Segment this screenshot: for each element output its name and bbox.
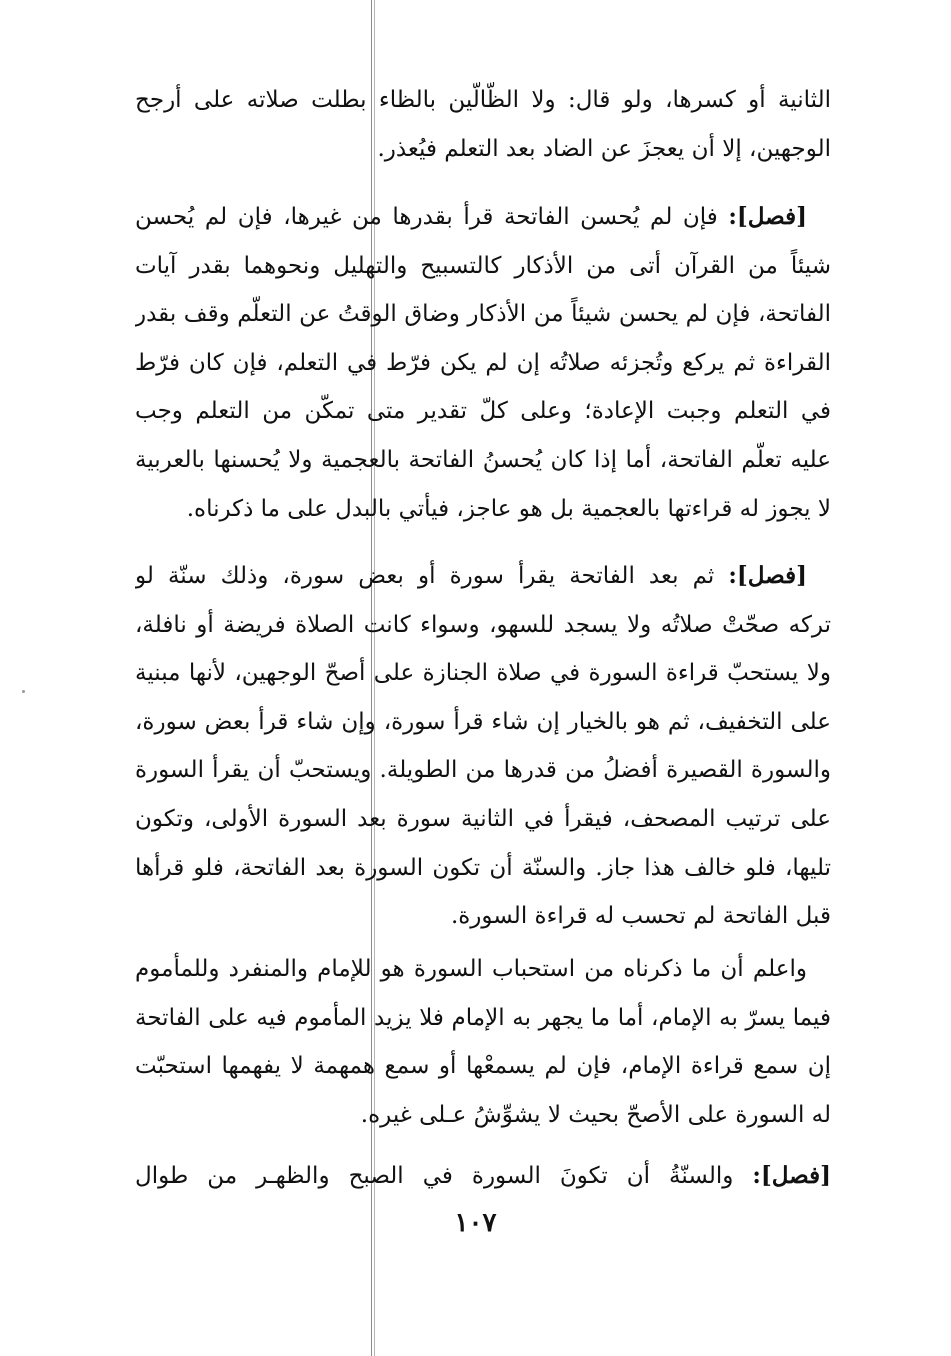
text-line: واعلم أن ما ذكرناه من استحباب السورة هو للإمام والمنفرد وللمأموم [135, 956, 807, 982]
section-heading: [فصل]: [728, 562, 808, 589]
text-line: على التخفيف، ثم هو بالخيار إن شاء قرأ سورة، وإن شاء قرأ بعض سورة، [135, 708, 831, 735]
text-line: الفاتحة، فإن لم يحسن شيئاً من الأذكار وضاق الوقتُ عن التعلّم وقف بقدر [135, 301, 831, 328]
paragraph-1 [135, 76, 831, 173]
scan-speck [22, 690, 25, 693]
text-line: تركه صحّتْ صلاتُه ولا يسجد للسهو، وسواء كانت الصلاة فريضة أو نافلة، [135, 611, 831, 638]
paragraph-3 [135, 552, 831, 941]
text-line-content: ثم بعد الفاتحة يقرأ سورة أو بعض سورة، وذلك سنّة لو [135, 563, 715, 589]
section-heading: [فصل]: [752, 1162, 831, 1189]
text-line: لا يجوز له قراءتها بالعجمية بل هو عاجز، فيأتي بالبدل على ما ذكرناه. [186, 495, 831, 522]
text-line: في التعلم وجبت الإعادة؛ وعلى كلّ تقدير متى تمكّن من التعلم وجب [135, 398, 831, 425]
text-line: على ترتيب المصحف، فيقرأ في الثانية سورة بعد السورة الأولى، وتكون [135, 805, 831, 832]
paragraph-5 [135, 1152, 831, 1201]
text-line: الثانية أو كسرها، ولو قال: ولا الظّالّين بالظاء بطلت صلاته على أرجح [135, 87, 831, 113]
page-number: ١٠٧ [454, 1208, 497, 1238]
text-line-content: والسنّةُ أن تكونَ السورة في الصبح والظهـر من طوال [135, 1163, 734, 1189]
text-line: إن سمع قراءة الإمام، فإن لم يسمعْها أو سمع همهمة لا يفهمها استحبّت [135, 1053, 831, 1080]
text-line: ولا يستحبّ قراءة السورة في صلاة الجنازة على أصحّ الوجهين، لأنها مبنية [135, 660, 831, 687]
text-line: والسورة القصيرة أفضلُ من قدرها من الطويلة. ويستحبّ أن يقرأ السورة [135, 757, 831, 784]
paragraph-2 [135, 193, 831, 533]
text-line: تليها، فلو خالف هذا جاز. والسنّة أن تكون السورة بعد الفاتحة، فلو قرأها [135, 854, 831, 881]
text-line: شيئاً من القرآن أتى من الأذكار كالتسبيح والتهليل ونحوهما بقدر آيات [135, 252, 831, 279]
text-line: قبل الفاتحة لم تحسب له قراءة السورة. [450, 903, 831, 930]
text-line: عليه تعلّم الفاتحة، أما إذا كان يُحسنُ الفاتحة بالعجمية ولا يُحسنها بالعربية [135, 446, 831, 473]
text-line: القراءة ثم يركع وتُجزئه صلاتُه إن لم يكن فرّط في التعلم، فإن كان فرّط [135, 349, 831, 376]
text-line: الوجهين، إلا أن يعجزَ عن الضاد بعد التعلم فيُعذر. [377, 135, 831, 162]
text-line: فيما يسرّ به الإمام، أما ما يجهر به الإمام فلا يزيد المأموم فيه على الفاتحة [135, 1004, 831, 1031]
text-line [135, 552, 831, 601]
text-line [135, 193, 831, 242]
text-line: له السورة على الأصحّ بحيث لا يشوِّشُ عـلى غيره. [360, 1101, 831, 1128]
text-line [135, 1152, 831, 1201]
paragraph-4 [135, 945, 831, 1139]
text-line-content: فإن لم يُحسن الفاتحة قرأ بقدرها من غيرها، فإن لم يُحسن [135, 204, 718, 230]
section-heading: [فصل]: [728, 203, 808, 230]
